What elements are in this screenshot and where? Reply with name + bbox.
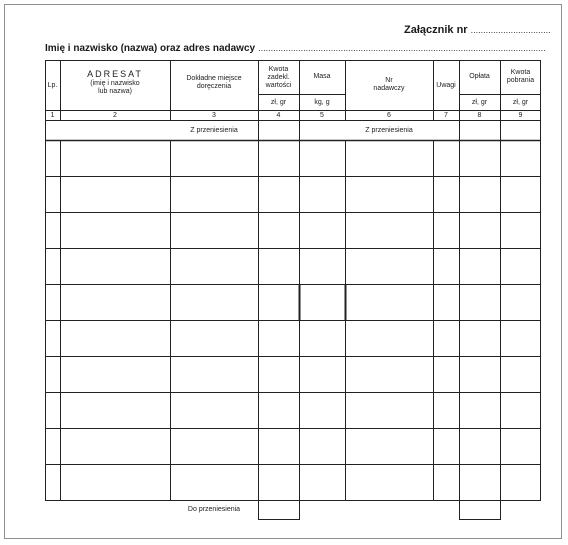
col-adresat-sub1: (imię i nazwisko bbox=[90, 80, 140, 87]
col-miejsce-header-2: doręczenia bbox=[196, 83, 232, 90]
col-number-4: 4 bbox=[276, 112, 281, 119]
col-uwagi-header: Uwagi bbox=[436, 82, 456, 89]
col-pobrania-header-1: Kwota bbox=[510, 69, 531, 76]
col-number-3: 3 bbox=[212, 112, 216, 119]
col-nr-header-1: Nr bbox=[385, 77, 393, 84]
col-pobrania-header-2: pobrania bbox=[506, 77, 535, 84]
col-lp-header: Lp. bbox=[47, 82, 58, 89]
col-kwota-header-2: zadekl. bbox=[267, 74, 290, 81]
sender-label: Imię i nazwisko (nazwa) oraz adres nadawcy bbox=[45, 43, 256, 54]
col-adresat-sub2: lub nazwa) bbox=[98, 88, 132, 95]
col-number-1: 1 bbox=[50, 112, 55, 119]
col-kwota-header-1: Kwota bbox=[268, 66, 289, 73]
col-number-7: 7 bbox=[444, 112, 448, 119]
attachment-dots: ................................ bbox=[470, 25, 551, 35]
col-number-6: 6 bbox=[387, 112, 391, 119]
col-number-8: 8 bbox=[477, 112, 482, 119]
attachment-label: Załącznik nr bbox=[404, 24, 468, 36]
carry-in-right-label: Z przeniesienia bbox=[365, 127, 413, 134]
sender-dots: ................................................................................................................... bbox=[258, 43, 546, 53]
unit-pobrania: zł, gr bbox=[512, 99, 529, 106]
col-number-5: 5 bbox=[320, 112, 324, 119]
table-border bbox=[46, 61, 541, 501]
carry-out-label: Do przeniesienia bbox=[187, 506, 241, 513]
col-adresat-header: ADRESAT bbox=[87, 69, 143, 79]
carry-in-left-label: Z przeniesienia bbox=[190, 127, 238, 134]
col-number-2: 2 bbox=[113, 112, 117, 119]
col-kwota-header-3: wartości bbox=[265, 82, 292, 89]
col-oplata-header: Opłata bbox=[469, 73, 490, 80]
unit-kwota: zł, gr bbox=[270, 99, 287, 106]
col-miejsce-header-1: Dokładne miejsce bbox=[186, 75, 242, 82]
col-masa-header: Masa bbox=[313, 73, 331, 80]
unit-masa: kg, g bbox=[314, 99, 330, 106]
col-number-9: 9 bbox=[518, 112, 523, 119]
col-nr-header-2: nadawczy bbox=[373, 85, 405, 92]
unit-oplata: zł, gr bbox=[471, 99, 488, 106]
